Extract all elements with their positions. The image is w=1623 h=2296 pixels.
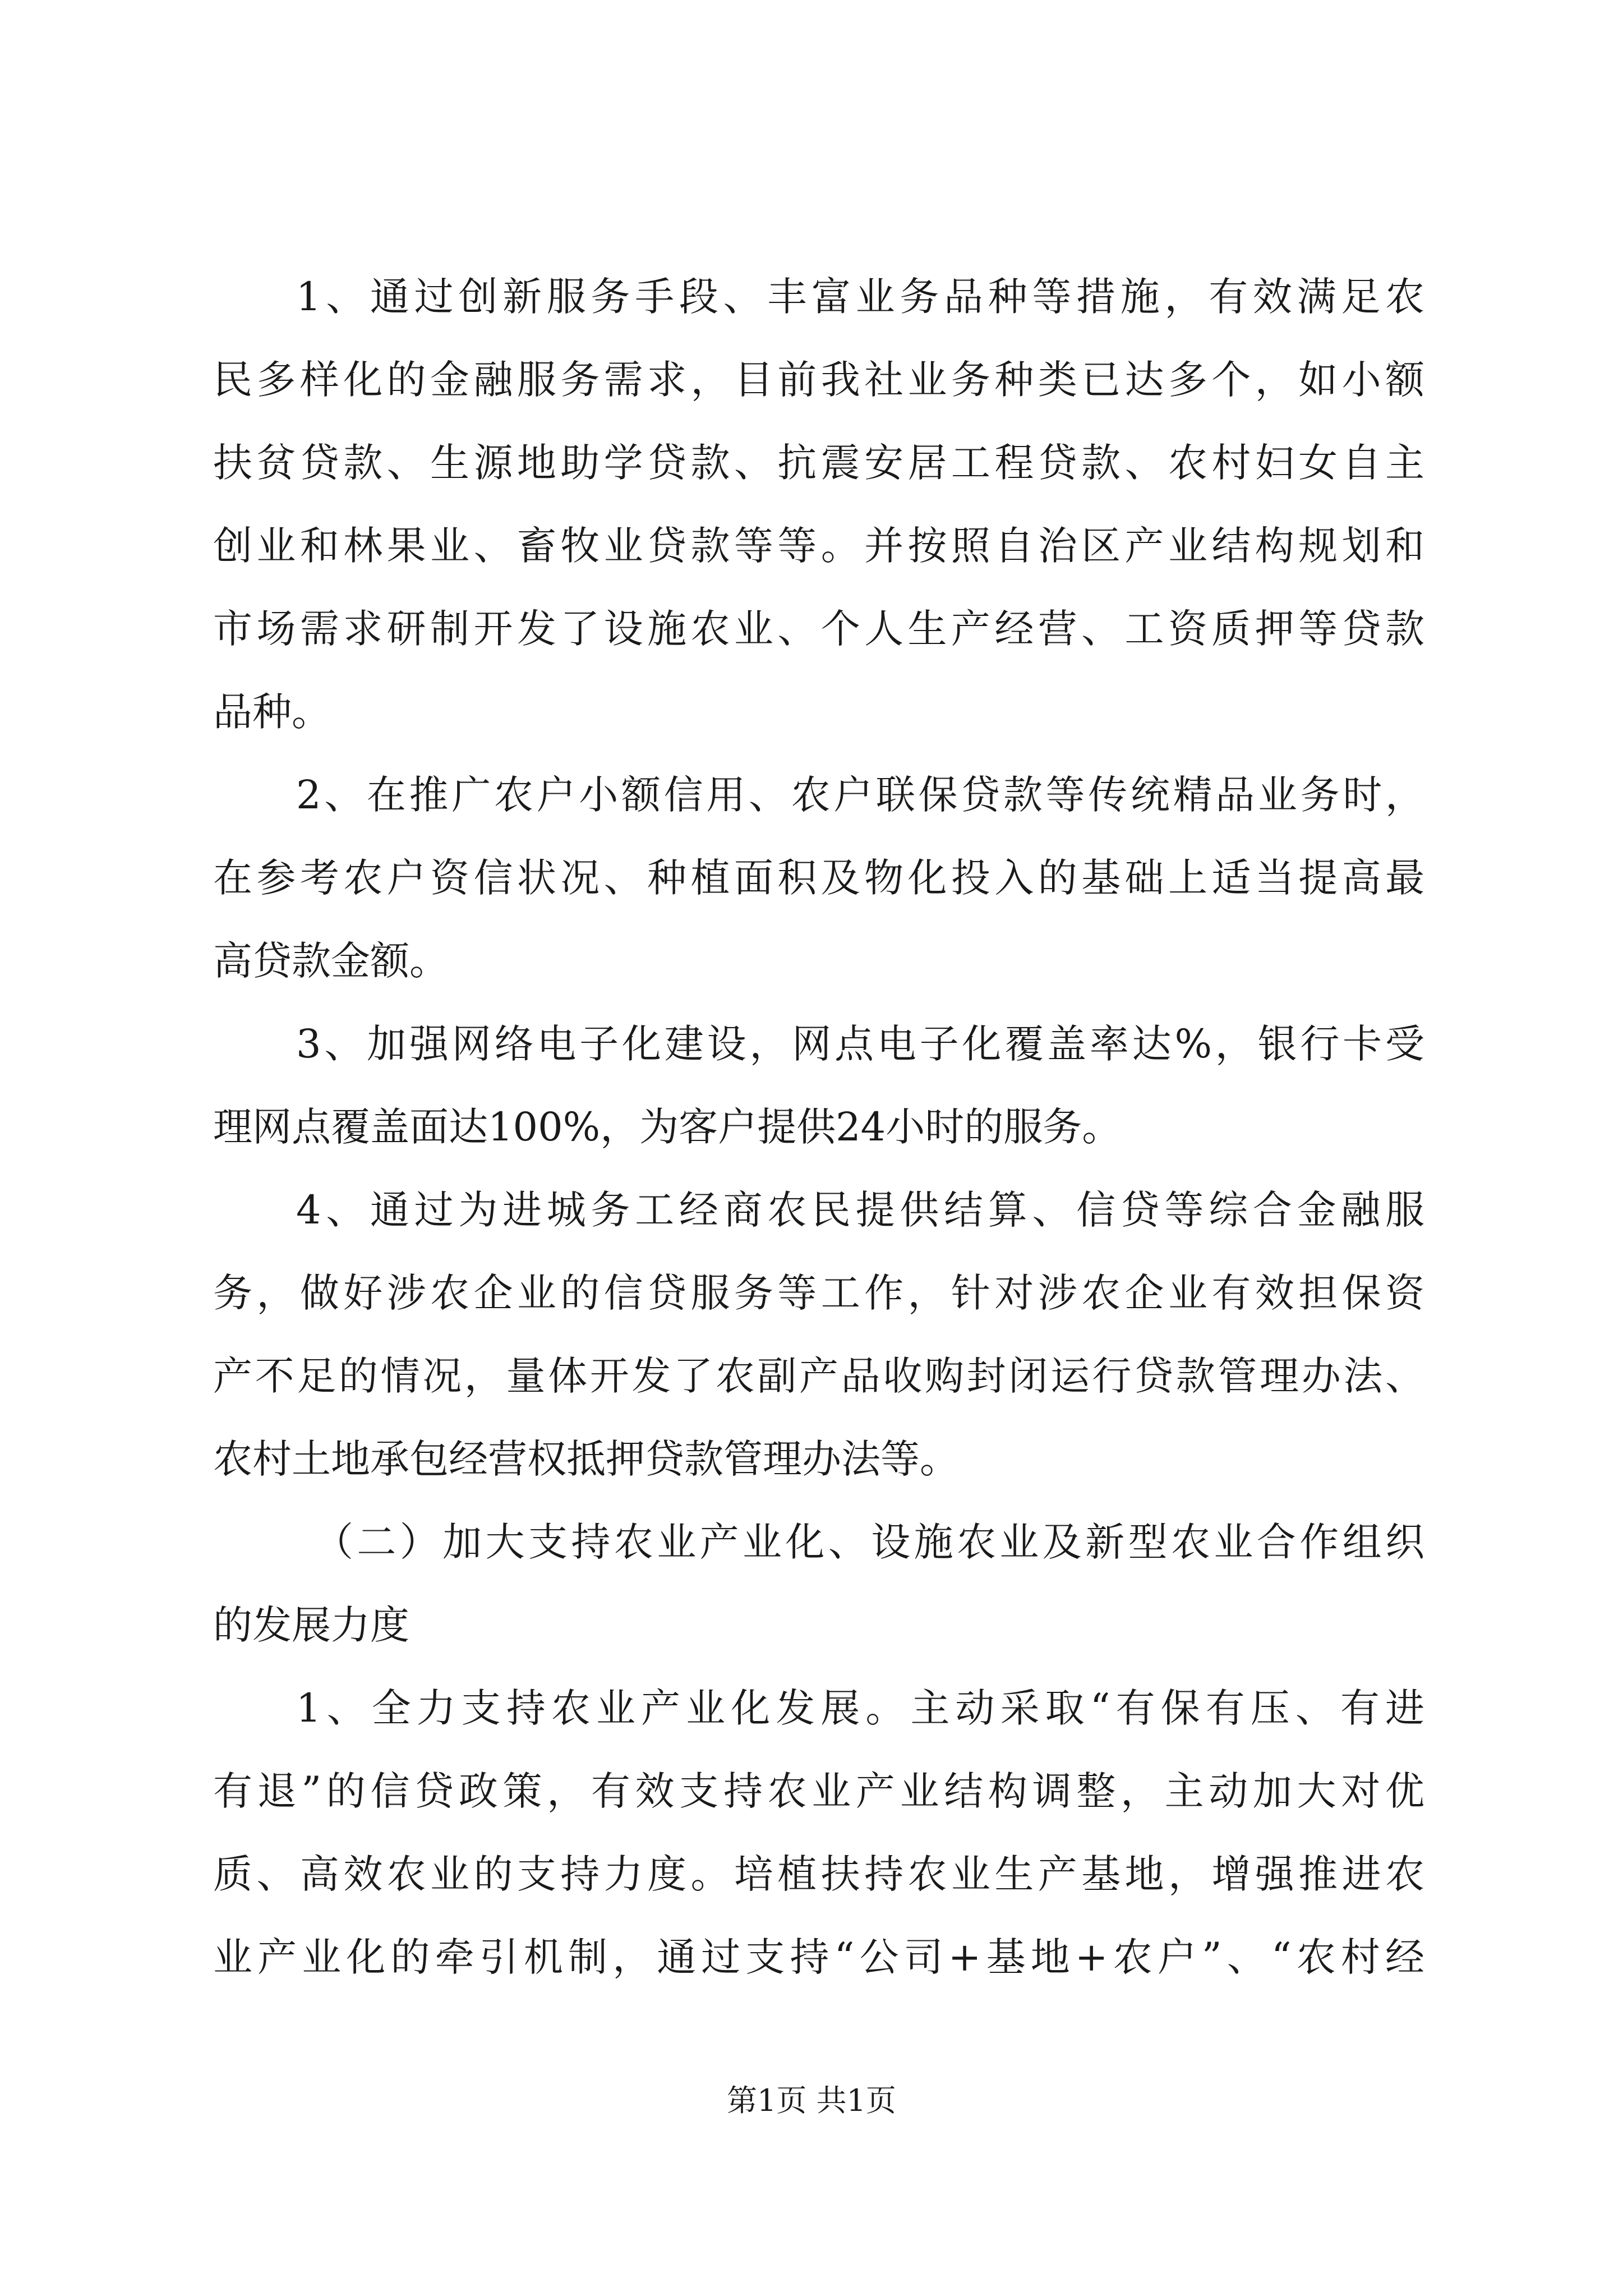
text-line: 2、在推广农户小额信用、农户联保贷款等传统精品业务时， [296,772,1424,818]
text-line: 在参考农户资信状况、种植面积及物化投入的基础上适当提高最 [213,855,1424,901]
section-heading-continued: 的发展力度 [213,1602,409,1648]
section-heading: （二）加大支持农业产业化、设施农业及新型农业合作组织 [314,1519,1424,1565]
text-line: 农村土地承包经营权抵押贷款管理办法等。 [213,1436,959,1482]
document-body [213,255,1424,1999]
text-line: 4、通过为进城务工经商农民提供结算、信贷等综合金融服 [296,1187,1424,1233]
text-line: 民多样化的金融服务需求，目前我社业务种类已达多个，如小额 [213,357,1424,403]
text-line: 扶贫贷款、生源地助学贷款、抗震安居工程贷款、农村妇女自主 [213,440,1424,486]
text-line: 3、加强网络电子化建设，网点电子化覆盖率达%，银行卡受 [296,1021,1424,1067]
text-line: 1、全力支持农业产业化发展。主动采取“有保有压、有进 [296,1685,1424,1731]
text-line: 业产业化的牵引机制，通过支持“公司+基地+农户”、“农村经 [213,1934,1424,1980]
text-line: 创业和林果业、畜牧业贷款等等。并按照自治区产业结构规划和 [213,523,1424,569]
text-line: 质、高效农业的支持力度。培植扶持农业生产基地，增强推进农 [213,1851,1424,1897]
text-line: 产不足的情况，量体开发了农副产品收购封闭运行贷款管理办法、 [213,1353,1424,1399]
text-line: 高贷款金额。 [213,938,449,984]
page-number-footer: 第1页 共1页 [727,2083,896,2118]
text-line: 务，做好涉农企业的信贷服务等工作，针对涉农企业有效担保资 [213,1270,1424,1316]
text-line: 市场需求研制开发了设施农业、个人生产经营、工资质押等贷款 [213,606,1424,652]
text-line: 1、通过创新服务手段、丰富业务品种等措施，有效满足农 [296,274,1424,320]
text-line: 品种。 [213,689,331,735]
text-line: 有退”的信贷政策，有效支持农业产业结构调整，主动加大对优 [213,1768,1424,1814]
text-line: 理网点覆盖面达100%，为客户提供24小时的服务。 [213,1104,1122,1150]
